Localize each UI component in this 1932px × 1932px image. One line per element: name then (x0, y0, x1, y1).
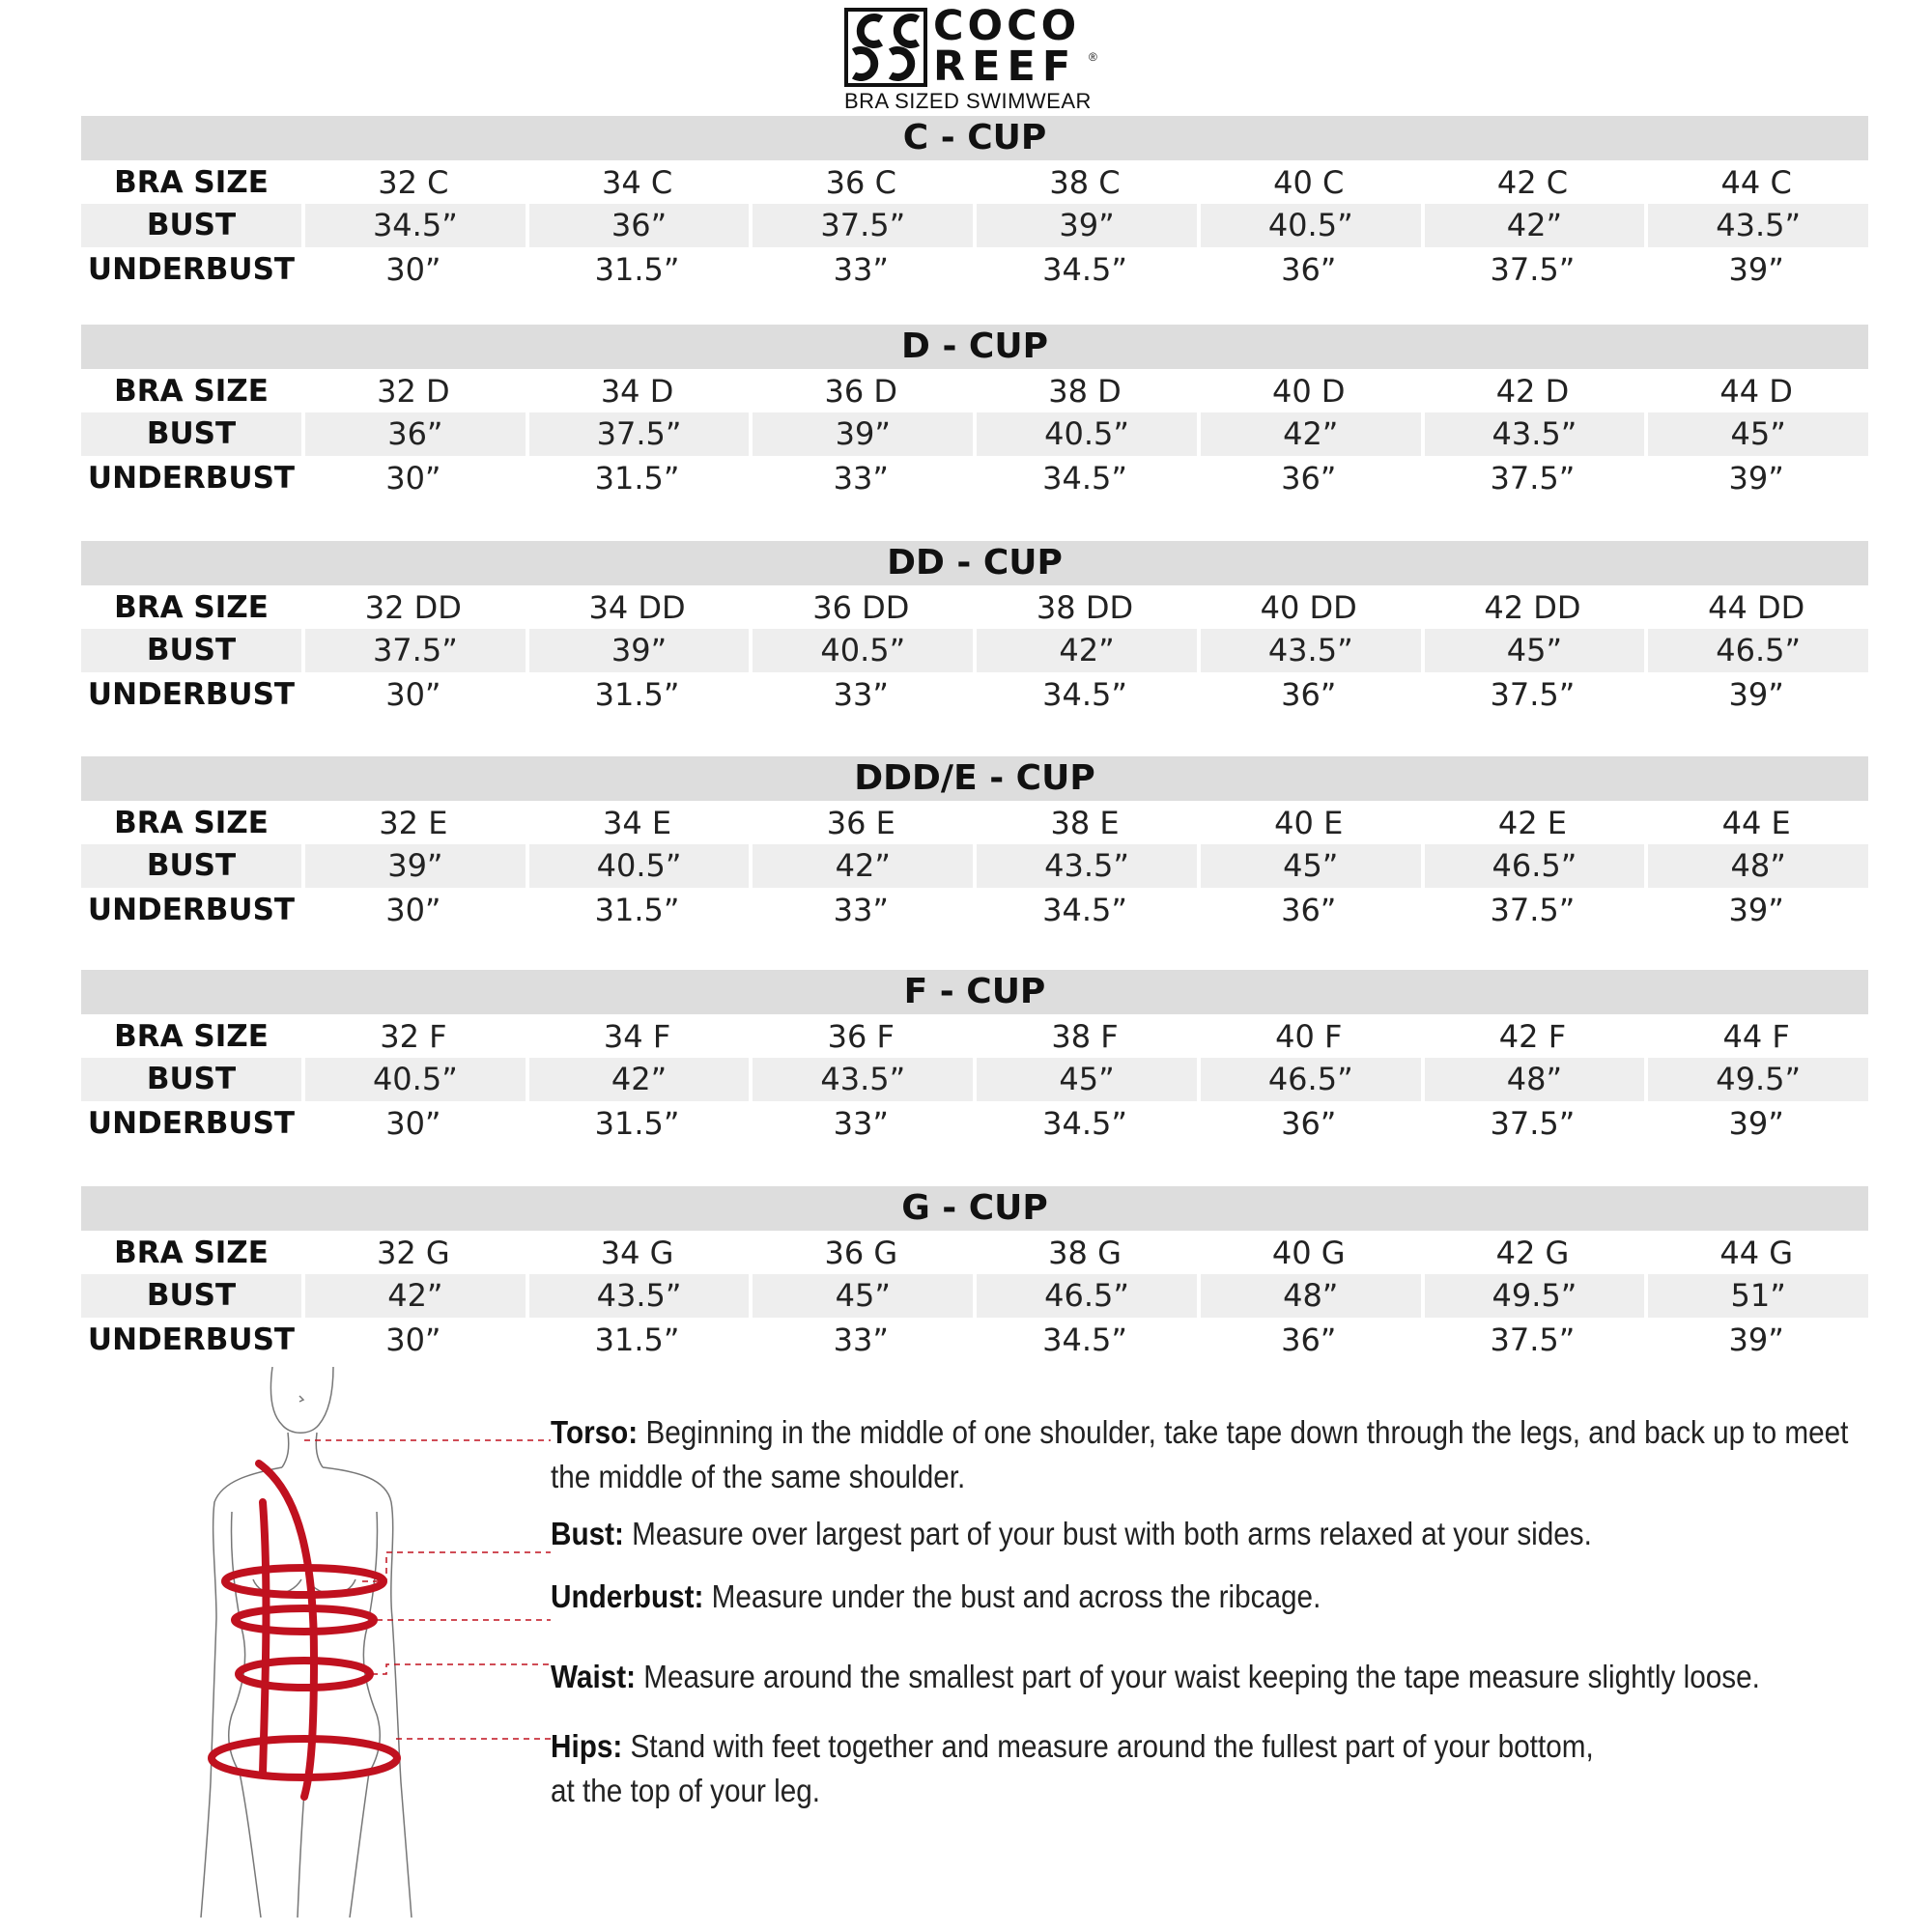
underbust-cell: 31.5” (594, 250, 680, 288)
guide-text-waist: Measure around the smallest part of your waist keeping the tape measure slightly loose. (636, 1659, 1760, 1694)
bra-size-cell: 36 F (827, 1017, 895, 1055)
guide-torso (551, 1410, 1924, 1498)
row-bra-size (81, 369, 1868, 412)
bust-cell: 43.5” (1425, 412, 1645, 456)
guide-text-bust: Measure over largest part of your bust with both arms relaxed at your sides. (623, 1516, 1592, 1551)
cup-table (81, 325, 1868, 499)
bust-cell: 39” (305, 844, 526, 888)
row-label-bra-size: BRA SIZE (114, 164, 269, 200)
coco-reef-logo-icon (844, 8, 927, 87)
underbust-cell: 33” (833, 675, 889, 713)
bust-cell: 40.5” (1201, 204, 1421, 247)
bust-cell: 43.5” (977, 844, 1197, 888)
bust-cell: 34.5” (305, 204, 526, 247)
bra-size-cell: 42 E (1497, 804, 1567, 841)
underbust-cell: 34.5” (1042, 1321, 1127, 1358)
cup-table-title: DDD/E - CUP (81, 756, 1868, 801)
bra-size-cell: 44 DD (1708, 588, 1805, 626)
row-bust (81, 629, 1868, 672)
bra-size-cell: 32 F (380, 1017, 447, 1055)
bust-cell: 40.5” (753, 629, 973, 672)
row-label-underbust: UNDERBUST (87, 251, 296, 287)
bust-cell: 46.5” (1201, 1058, 1421, 1101)
bra-size-cell: 40 D (1271, 372, 1346, 410)
guide-text-torso: Beginning in the middle of one shoulder, take tape down through the legs, and back up to meet (638, 1414, 1849, 1450)
underbust-cell: 37.5” (1490, 459, 1576, 497)
bra-size-cell: 44 E (1721, 804, 1791, 841)
guide-underbust (551, 1575, 1924, 1619)
cup-table-title: G - CUP (81, 1186, 1868, 1231)
bust-cell: 37.5” (305, 629, 526, 672)
underbust-cell: 34.5” (1042, 675, 1127, 713)
underbust-cell: 33” (833, 891, 889, 928)
bra-size-cell: 42 G (1495, 1234, 1570, 1271)
underbust-cell: 31.5” (594, 459, 680, 497)
cup-table (81, 541, 1868, 716)
body-measurement-illustration (193, 1367, 551, 1918)
underbust-cell: 33” (833, 1104, 889, 1142)
row-label-bra-size: BRA SIZE (114, 1235, 269, 1270)
row-bra-size (81, 1014, 1868, 1058)
underbust-cell: 30” (385, 1321, 441, 1358)
row-underbust (81, 1318, 1868, 1361)
underbust-cell: 31.5” (594, 891, 680, 928)
bra-size-cell: 38 D (1048, 372, 1122, 410)
bra-size-cell: 32 D (377, 372, 450, 410)
bra-size-cell: 42 C (1496, 163, 1569, 201)
bra-size-cell: 38 C (1049, 163, 1121, 201)
row-label-underbust: UNDERBUST (87, 676, 296, 712)
logo-word-reef: REEF (933, 43, 1078, 91)
underbust-cell: 36” (1281, 250, 1337, 288)
guide-term-bust: Bust: (551, 1516, 624, 1551)
bust-cell: 51” (1648, 1274, 1868, 1318)
bra-size-cell: 36 E (826, 804, 895, 841)
row-bust (81, 1274, 1868, 1318)
bra-size-cell: 44 F (1722, 1017, 1790, 1055)
bust-cell: 42” (1201, 412, 1421, 456)
bra-size-cell: 38 G (1048, 1234, 1122, 1271)
underbust-cell: 39” (1728, 891, 1784, 928)
row-label-bust: BUST (81, 1274, 301, 1318)
bust-cell: 42” (529, 1058, 750, 1101)
bra-size-cell: 38 DD (1036, 588, 1134, 626)
guide-term-underbust: Underbust: (551, 1578, 704, 1614)
bust-cell: 39” (753, 412, 973, 456)
bra-size-cell: 38 F (1051, 1017, 1119, 1055)
bra-size-cell: 42 DD (1484, 588, 1581, 626)
row-label-underbust: UNDERBUST (87, 460, 296, 496)
row-label-bust: BUST (81, 412, 301, 456)
bust-cell: 40.5” (305, 1058, 526, 1101)
bra-size-cell: 40 F (1275, 1017, 1343, 1055)
row-label-bust: BUST (81, 629, 301, 672)
underbust-cell: 39” (1728, 250, 1784, 288)
bra-size-cell: 42 D (1495, 372, 1570, 410)
underbust-cell: 39” (1728, 1321, 1784, 1358)
bra-size-cell: 34 DD (588, 588, 686, 626)
row-label-bra-size: BRA SIZE (114, 805, 269, 840)
bust-cell: 36” (529, 204, 750, 247)
row-underbust (81, 672, 1868, 716)
row-bra-size (81, 1231, 1868, 1274)
bra-size-cell: 36 G (824, 1234, 898, 1271)
row-label-underbust: UNDERBUST (87, 1321, 296, 1357)
bust-cell: 43.5” (529, 1274, 750, 1318)
guide-waist (551, 1655, 1924, 1699)
underbust-cell: 37.5” (1490, 891, 1576, 928)
bra-size-cell: 36 D (824, 372, 898, 410)
bra-size-cell: 42 F (1498, 1017, 1567, 1055)
bust-cell: 48” (1648, 844, 1868, 888)
bra-size-cell: 40 G (1271, 1234, 1346, 1271)
bra-size-cell: 44 C (1720, 163, 1792, 201)
guide-text-underbust: Measure under the bust and across the ribcage. (703, 1578, 1321, 1614)
bust-cell: 45” (977, 1058, 1197, 1101)
underbust-cell: 34.5” (1042, 250, 1127, 288)
bra-size-cell: 32 G (377, 1234, 450, 1271)
underbust-cell: 34.5” (1042, 891, 1127, 928)
bra-size-cell: 36 C (825, 163, 896, 201)
bra-size-cell: 34 E (603, 804, 672, 841)
bra-size-cell: 32 E (379, 804, 448, 841)
row-label-underbust: UNDERBUST (87, 892, 296, 927)
underbust-cell: 39” (1728, 1104, 1784, 1142)
cup-table (81, 970, 1868, 1145)
guide-text-hips: Stand with feet together and measure around the fullest part of your bottom, (622, 1728, 1594, 1764)
row-bust (81, 204, 1868, 247)
row-bra-size (81, 801, 1868, 844)
row-label-bust: BUST (81, 844, 301, 888)
underbust-cell: 30” (385, 459, 441, 497)
bust-cell: 42” (305, 1274, 526, 1318)
underbust-cell: 37.5” (1490, 250, 1576, 288)
underbust-cell: 36” (1281, 1321, 1337, 1358)
brand-tagline: BRA SIZED SWIMWEAR (844, 89, 1092, 113)
underbust-cell: 33” (833, 250, 889, 288)
underbust-cell: 31.5” (594, 1104, 680, 1142)
bust-cell: 49.5” (1648, 1058, 1868, 1101)
bra-size-cell: 36 DD (812, 588, 910, 626)
guide-term-hips: Hips: (551, 1728, 623, 1764)
underbust-cell: 36” (1281, 891, 1337, 928)
row-label-bra-size: BRA SIZE (114, 1018, 269, 1054)
row-underbust (81, 456, 1868, 499)
bust-cell: 46.5” (977, 1274, 1197, 1318)
row-bra-size (81, 160, 1868, 204)
bust-cell: 46.5” (1425, 844, 1645, 888)
underbust-cell: 37.5” (1490, 1321, 1576, 1358)
row-label-underbust: UNDERBUST (87, 1105, 296, 1141)
bra-size-cell: 38 E (1050, 804, 1120, 841)
row-bust (81, 844, 1868, 888)
row-label-bra-size: BRA SIZE (114, 589, 269, 625)
bra-size-cell: 34 D (600, 372, 674, 410)
bust-cell: 43.5” (1648, 204, 1868, 247)
underbust-cell: 30” (385, 1104, 441, 1142)
bust-cell: 42” (1425, 204, 1645, 247)
bra-size-cell: 44 D (1719, 372, 1793, 410)
bra-size-cell: 32 C (378, 163, 449, 201)
row-bust (81, 412, 1868, 456)
bust-cell: 39” (529, 629, 750, 672)
underbust-cell: 36” (1281, 1104, 1337, 1142)
underbust-cell: 31.5” (594, 1321, 680, 1358)
underbust-cell: 31.5” (594, 675, 680, 713)
row-bust (81, 1058, 1868, 1101)
registered-mark: ® (1089, 50, 1097, 64)
cup-table (81, 116, 1868, 291)
underbust-cell: 39” (1728, 459, 1784, 497)
bust-cell: 37.5” (529, 412, 750, 456)
bust-cell: 49.5” (1425, 1274, 1645, 1318)
bust-cell: 43.5” (753, 1058, 973, 1101)
row-underbust (81, 1101, 1868, 1145)
bust-cell: 48” (1201, 1274, 1421, 1318)
bust-cell: 48” (1425, 1058, 1645, 1101)
guide-text-hips-2: at the top of your leg. (551, 1772, 821, 1808)
row-label-bust: BUST (81, 204, 301, 247)
brand-logo (844, 2, 1105, 113)
bra-size-cell: 34 C (601, 163, 673, 201)
bra-size-cell: 40 E (1274, 804, 1344, 841)
row-underbust (81, 888, 1868, 931)
underbust-cell: 36” (1281, 459, 1337, 497)
bra-size-cell: 40 DD (1260, 588, 1357, 626)
row-bra-size (81, 585, 1868, 629)
bust-cell: 42” (977, 629, 1197, 672)
guide-term-waist: Waist: (551, 1659, 637, 1694)
underbust-cell: 30” (385, 250, 441, 288)
bust-cell: 37.5” (753, 204, 973, 247)
bust-cell: 45” (753, 1274, 973, 1318)
cup-table (81, 756, 1868, 931)
bust-cell: 46.5” (1648, 629, 1868, 672)
bust-cell: 40.5” (529, 844, 750, 888)
row-underbust (81, 247, 1868, 291)
underbust-cell: 37.5” (1490, 1104, 1576, 1142)
cup-table-title: F - CUP (81, 970, 1868, 1014)
bust-cell: 39” (977, 204, 1197, 247)
guide-bust (551, 1512, 1924, 1556)
guide-term-torso: Torso: (551, 1414, 639, 1450)
row-label-bra-size: BRA SIZE (114, 373, 269, 409)
row-label-bust: BUST (81, 1058, 301, 1101)
cup-table-title: D - CUP (81, 325, 1868, 369)
guide-hips (551, 1724, 1924, 1812)
underbust-cell: 37.5” (1490, 675, 1576, 713)
guide-text-torso-2: the middle of the same shoulder. (551, 1458, 966, 1494)
bust-cell: 40.5” (977, 412, 1197, 456)
underbust-cell: 30” (385, 891, 441, 928)
cup-table-title: C - CUP (81, 116, 1868, 160)
bra-size-cell: 34 G (600, 1234, 674, 1271)
underbust-cell: 34.5” (1042, 1104, 1127, 1142)
underbust-cell: 39” (1728, 675, 1784, 713)
logo-word-coco: COCO (933, 2, 1081, 50)
cup-table (81, 1186, 1868, 1361)
bust-cell: 45” (1425, 629, 1645, 672)
underbust-cell: 33” (833, 1321, 889, 1358)
bra-size-cell: 44 G (1719, 1234, 1794, 1271)
underbust-cell: 36” (1281, 675, 1337, 713)
bust-cell: 42” (753, 844, 973, 888)
underbust-cell: 30” (385, 675, 441, 713)
bust-cell: 43.5” (1201, 629, 1421, 672)
bust-cell: 36” (305, 412, 526, 456)
bra-size-cell: 32 DD (364, 588, 462, 626)
bra-size-cell: 40 C (1273, 163, 1345, 201)
underbust-cell: 34.5” (1042, 459, 1127, 497)
bust-cell: 45” (1648, 412, 1868, 456)
bra-size-cell: 34 F (603, 1017, 671, 1055)
bust-cell: 45” (1201, 844, 1421, 888)
cup-table-title: DD - CUP (81, 541, 1868, 585)
underbust-cell: 33” (833, 459, 889, 497)
